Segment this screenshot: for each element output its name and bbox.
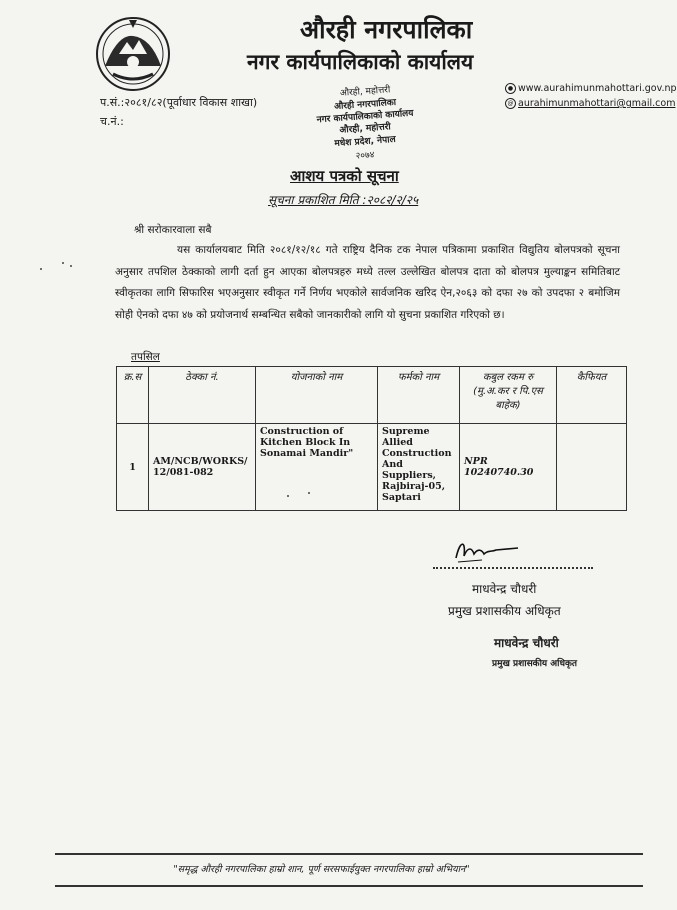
stamp-line-6: २०७४ bbox=[355, 150, 375, 162]
published-date: सूचना प्रकाशित मिति :२०८२/२/२५ bbox=[268, 193, 419, 207]
signature-line bbox=[433, 567, 593, 569]
globe-icon: ● bbox=[505, 83, 516, 94]
email-link[interactable]: aurahimunmahottari@gmail.com bbox=[518, 98, 676, 109]
cell-sn: 1 bbox=[117, 424, 149, 511]
cell-remarks bbox=[557, 424, 627, 511]
stamp-signatory-title: प्रमुख प्रशासकीय अधिकृत bbox=[492, 659, 578, 669]
col-header-sn: क्र.स bbox=[117, 367, 149, 424]
stamp-line-2: औरही नगरपालिका bbox=[333, 97, 397, 113]
reference-number: प.सं.:२०८१/८२(पूर्वाधार विकास शाखा) bbox=[100, 96, 258, 109]
government-emblem-icon bbox=[93, 14, 173, 94]
municipality-title: औरही नगरपालिका bbox=[300, 15, 473, 44]
scan-speck bbox=[70, 265, 72, 267]
scan-speck bbox=[308, 492, 310, 494]
stamp-line-5: मधेश प्रदेश, नेपाल bbox=[334, 134, 397, 150]
office-stamp bbox=[305, 84, 425, 168]
stamp-signatory-name: माधवेन्द्र चौधरी bbox=[494, 636, 559, 650]
col-header-project: योजनाको नाम bbox=[256, 367, 378, 424]
cell-contract-no: AM/NCB/WORKS/ 12/081-082 bbox=[149, 424, 256, 511]
notice-body: यस कार्यालयबाट मिति २०८१/१२/१८ गते राष्ट्रिय दैनिक टक नेपाल पत्रिकामा प्रकाशित विद्युतिय बोलपत्रको सूचना अनुसार तपशिल ठेक्काको लागी दर्ता हुन आएका बोलपत्रहरु मध्ये तल्ल उल्लेखित बोलपत्र दाता को बोलपत्र मुल्याङ्कन समितिबाट स्वीकृतका लागि सिफारिस भएअनुसार स्वीकृत गर्ने निर्णय भएकोले सार्वजनिक खरिद ऐन,२०६३ को दफा २७ को उपदफा २ बमोजिम सोही ऐनको दफा ४७ को प्रयोजनार्थ सम्बन्धित सबैको जानकारीको लागि यो सुचना प्रकाशित गरिएको छ। bbox=[115, 244, 620, 321]
website-link[interactable]: www.aurahimunmahottari.gov.np bbox=[518, 83, 677, 94]
signatory-stamp bbox=[492, 632, 602, 677]
cell-project: Construction of Kitchen Block In Sonamai Mandir" bbox=[256, 424, 378, 511]
dispatch-number: च.नं.: bbox=[100, 115, 124, 128]
table-header-row bbox=[117, 367, 627, 424]
footer-slogan: "समृद्ध औरही नगरपालिका हाम्रो शान, पूर्ण सरसफाईयुक्त नगरपालिका हाम्रो अभियान" bbox=[173, 864, 470, 875]
col-header-remarks: कैफियत bbox=[557, 367, 627, 424]
salutation: श्री सरोकारवाला सबै bbox=[134, 224, 212, 236]
signature-scribble-icon bbox=[452, 536, 522, 566]
footer-divider-bottom bbox=[55, 885, 643, 887]
col-header-amount: कबुल रकम रु (मु.अ.कर र पि.एस बाहेक) bbox=[460, 367, 557, 424]
email-contact bbox=[505, 98, 675, 109]
scan-speck bbox=[62, 262, 64, 264]
notice-title: आशय पत्रको सूचना bbox=[290, 167, 399, 185]
cell-amount: NPR 10240740.30 bbox=[460, 424, 557, 511]
stamp-line-4: औरही, महोत्तरी bbox=[339, 122, 392, 136]
col-header-contract-no: ठेक्का नं. bbox=[149, 367, 256, 424]
email-icon: @ bbox=[505, 98, 516, 109]
signatory-title: प्रमुख प्रशासकीय अधिकृत bbox=[448, 604, 561, 618]
details-label: तपसिल bbox=[131, 351, 160, 363]
scan-speck bbox=[287, 495, 289, 497]
signatory-name: माधवेन्द्र चौधरी bbox=[472, 582, 537, 596]
col-header-firm: फर्मको नाम bbox=[378, 367, 460, 424]
scan-speck bbox=[40, 268, 42, 270]
cell-firm: Supreme Allied Construction And Suppliers, Rajbiraj-05, Saptari bbox=[378, 424, 460, 511]
office-subtitle: नगर कार्यपालिकाको कार्यालय bbox=[247, 50, 474, 74]
contract-table bbox=[116, 366, 627, 511]
footer-divider-top bbox=[55, 853, 643, 855]
stamp-line-1: औरही, महोत्तरी bbox=[339, 85, 391, 99]
website-contact bbox=[505, 83, 677, 94]
stamp-line-3: नगर कार्यपालिकाको कार्यालय bbox=[316, 108, 414, 126]
table-row bbox=[117, 424, 627, 511]
